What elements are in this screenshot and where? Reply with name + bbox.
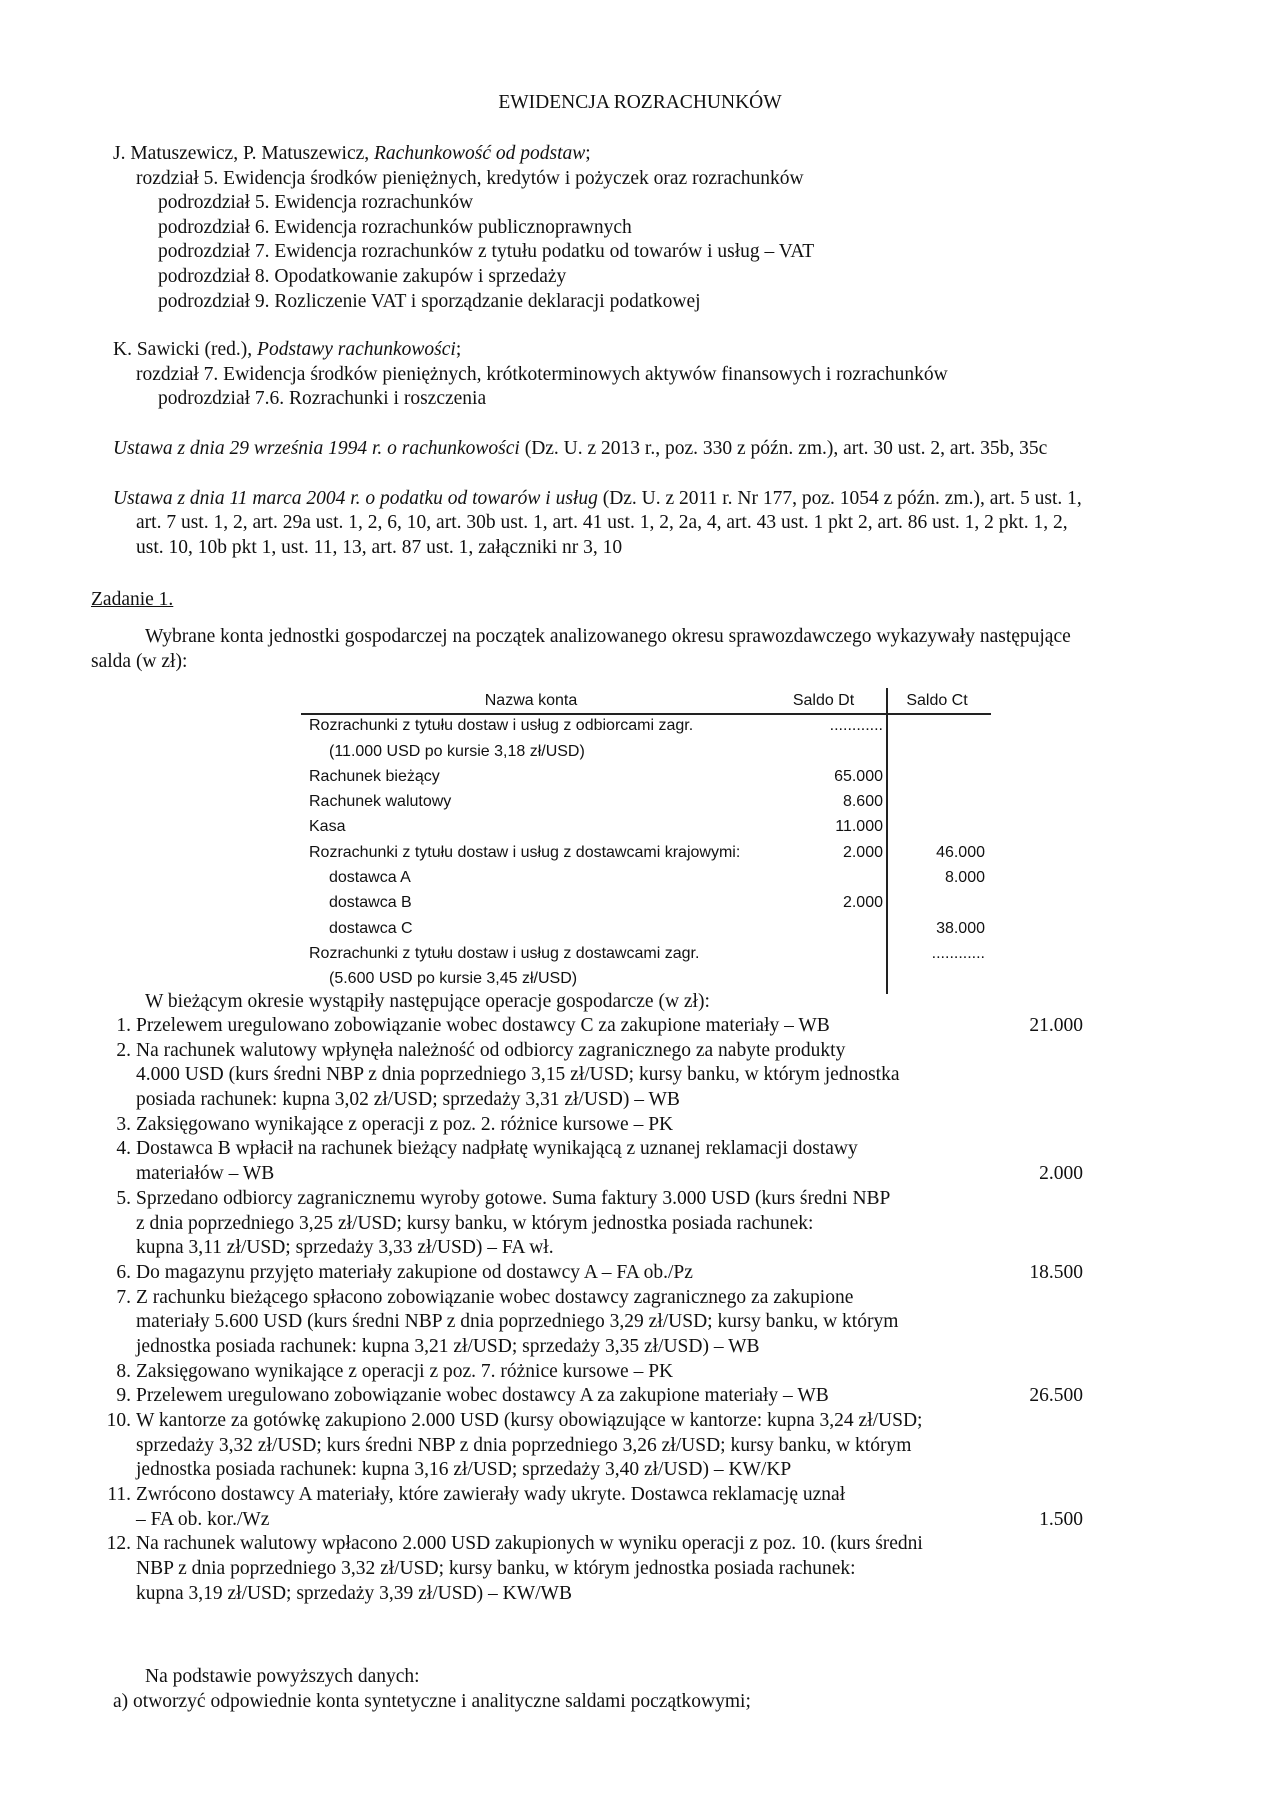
operation-line [100,1384,1200,1409]
operation-number: 5. [116,1187,131,1209]
operation-text: sprzedaży 3,32 zł/USD; kurs średni NBP z dnia poprzedniego 3,26 zł/USD; kursy banku, w którym [136,1434,912,1456]
operation-item [100,1039,1200,1113]
operation-item [100,1360,1200,1385]
operation-line [100,1039,1200,1064]
operation-number: 9. [116,1385,131,1407]
ref1-subchapter: podrozdział 7. Ewidencja rozrachunków z tytułu podatku od towarów i usług – VAT [158,241,815,263]
law2-title: Ustawa z dnia 11 marca 2004 r. o podatku od towarów i usług [113,487,598,509]
header-account-name: Nazwa konta [484,692,578,709]
operation-text: Dostawca B wpłacił na rachunek bieżący nadpłatę wynikającą z uznanej reklamacji dostawy [136,1138,858,1160]
account-name: Rozrachunki z tytułu dostaw i usług z dostawcami krajowymi: [309,843,741,861]
account-name: (5.600 USD po kursie 3,45 zł/USD) [329,970,578,988]
account-name: (11.000 USD po kursie 3,18 zł/USD) [329,742,585,760]
credit-balance: 46.000 [936,843,985,861]
operation-line [100,1187,1200,1212]
ref2-authors: K. Sawicki (red.), [113,339,258,361]
debit-balance: 65.000 [834,767,883,785]
operation-text: kupna 3,19 zł/USD; sprzedaży 3,39 zł/USD) – KW/WB [136,1582,572,1604]
task-intro-line-1: Wybrane konta jednostki gospodarczej na początek analizowanego okresu sprawozdawczego wykazywały następujące [145,626,1071,647]
operation-amount: 18.500 [1029,1261,1083,1283]
account-name: dostawca A [329,869,411,887]
operation-line [100,1310,1200,1335]
table-row [301,865,991,890]
operation-number: 2. [116,1039,131,1061]
ref1-subchapter: podrozdział 6. Ewidencja rozrachunków publicznoprawnych [158,216,632,238]
closing-item: a) otworzyć odpowiednie konta syntetyczne i analityczne saldami początkowymi; [113,1691,751,1712]
debit-balance: 2.000 [842,894,883,912]
ref1-tail: ; [585,143,591,164]
credit-balance: ............ [931,944,985,962]
operation-line [100,1532,1200,1557]
credit-balance: 38.000 [936,919,985,937]
operation-line [100,1434,1200,1459]
operation-line [100,1261,1200,1286]
operation-text: Zaksięgowano wynikające z operacji z poz. 7. różnice kursowe – PK [136,1360,674,1382]
credit-balance: 8.000 [944,869,985,887]
table-row [301,814,991,839]
operation-line [100,1508,1200,1533]
table-header [301,688,991,713]
operation-item [100,1261,1200,1286]
operation-text: Z rachunku bieżącego spłacono zobowiązanie wobec dostawcy zagranicznego za zakupione [136,1286,854,1308]
operation-item [100,1187,1200,1261]
reference-1 [113,142,1213,167]
ref2-chapter: rozdział 7. Ewidencja środków pieniężnych, krótkoterminowych aktywów finansowych i rozrachunków [136,363,948,385]
operation-number: 8. [116,1360,131,1382]
law2-line-3: ust. 10, 10b pkt 1, ust. 11, 13, art. 87 ust. 1, załączniki nr 3, 10 [136,536,623,558]
operation-number: 6. [116,1261,131,1283]
operation-line [100,1137,1200,1162]
account-name: Rozrachunki z tytułu dostaw i usług z dostawcami zagr. [309,944,700,962]
law-1 [113,437,1213,462]
operation-amount: 26.500 [1029,1385,1083,1407]
ref1-subchapter: podrozdział 9. Rozliczenie VAT i sporządzanie deklaracji podatkowej [158,290,701,312]
table-row [301,840,991,865]
operation-text: jednostka posiada rachunek: kupna 3,16 zł/USD; sprzedaży 3,40 zł/USD) – KW/KP [136,1459,792,1481]
operation-item [100,1137,1200,1186]
account-name: dostawca B [329,894,412,912]
ref1-subchapter: podrozdział 8. Opodatkowanie zakupów i sprzedaży [158,265,567,287]
operation-item [100,1532,1200,1606]
operation-text: – FA ob. kor./Wz [136,1508,270,1530]
operation-text: Przelewem uregulowano zobowiązanie wobec dostawcy A za zakupione materiały – WB [136,1385,829,1407]
table-row [301,713,991,738]
operation-number: 12. [106,1533,131,1555]
operation-line [100,1162,1200,1187]
operation-line [100,1335,1200,1360]
account-name: Rozrachunki z tytułu dostaw i usług z odbiorcami zagr. [309,717,694,735]
operation-line [100,1458,1200,1483]
ref1-book: Rachunkowość od podstaw [374,143,586,164]
account-name: Kasa [309,818,346,836]
operation-line [100,1236,1200,1261]
operation-line [100,1063,1200,1088]
account-name: Rachunek walutowy [309,793,452,811]
table-body [301,713,991,991]
operation-number: 4. [116,1138,131,1160]
operation-text: Na rachunek walutowy wpłacono 2.000 USD zakupionych w wyniku operacji z poz. 10. (kurs średni [136,1533,923,1555]
operation-item [100,1014,1200,1039]
law1-details: (Dz. U. z 2013 r., poz. 330 z późn. zm.), art. 30 ust. 2, art. 35b, 35c [519,437,1048,459]
debit-balance: 8.600 [842,793,883,811]
table-row [301,966,991,991]
task-intro-line-2: salda (w zł): [91,651,188,672]
ref2-tail: ; [455,339,462,361]
operation-text: Przelewem uregulowano zobowiązanie wobec dostawcy C za zakupione materiały – WB [136,1015,830,1036]
operation-item [100,1409,1200,1483]
debit-balance: 11.000 [835,818,883,836]
header-debit: Saldo Dt [792,692,855,709]
operation-text: materiałów – WB [136,1163,275,1185]
operation-text: kupna 3,11 zł/USD; sprzedaży 3,33 zł/USD) – FA wł. [136,1237,554,1259]
table-row [301,890,991,915]
operation-item [100,1286,1200,1360]
operation-item [100,1113,1200,1138]
reference-2 [113,338,1213,363]
debit-balance: ............ [829,717,883,735]
operation-text: Na rachunek walutowy wpłynęła należność od odbiorcy zagranicznego za nabyte produkty [136,1039,846,1061]
operation-number: 3. [116,1113,131,1135]
operation-text: materiały 5.600 USD (kurs średni NBP z dnia poprzedniego 3,29 zł/USD; kursy banku, w którym [136,1311,899,1333]
operation-text: W kantorze za gotówkę zakupiono 2.000 USD (kursy obowiązujące w kantorze: kupna 3,24 zł/USD; [136,1410,923,1431]
ref2-book: Podstawy rachunkowości [257,339,456,361]
table-row [301,916,991,941]
table-row [301,764,991,789]
table-row [301,739,991,764]
operation-text: 4.000 USD (kurs średni NBP z dnia poprzedniego 3,15 zł/USD; kursy banku, w którym jednostka [136,1064,900,1086]
header-credit: Saldo Ct [906,692,968,709]
ref2-subchapter: podrozdział 7.6. Rozrachunki i roszczenia [158,388,487,410]
operation-text: Do magazynu przyjęto materiały zakupione od dostawcy A – FA ob./Pz [136,1261,693,1283]
operation-text: Sprzedano odbiorcy zagranicznemu wyroby gotowe. Suma faktury 3.000 USD (kurs średni NBP [136,1187,891,1209]
operation-line [100,1286,1200,1311]
operation-line [100,1113,1200,1138]
ref1-subchapter: podrozdział 5. Ewidencja rozrachunków [158,192,474,214]
operation-amount: 2.000 [1039,1163,1083,1185]
operation-amount: 21.000 [1029,1015,1083,1036]
operation-line [100,1212,1200,1237]
operation-text: Zaksięgowano wynikające z operacji z poz. 2. różnice kursowe – PK [136,1113,674,1135]
operation-text: Zwrócono dostawcy A materiały, które zawierały wady ukryte. Dostawca reklamację uznał [136,1484,846,1506]
ref1-chapter: rozdział 5. Ewidencja środków pieniężnych, kredytów i pożyczek oraz rozrachunków [136,167,804,189]
operation-line [100,1014,1200,1039]
operation-line [100,1557,1200,1582]
operation-number: 1. [116,1015,131,1036]
closing-intro: Na podstawie powyższych danych: [145,1666,420,1687]
table-row [301,789,991,814]
operation-number: 10. [106,1410,131,1431]
law2-line-2: art. 7 ust. 1, 2, art. 29a ust. 1, 2, 6, 10, art. 30b ust. 1, art. 41 ust. 1, 2, 2a, 4, art. 43 ust. 1 pkt 2, art. 86 ust. 1, 2 pkt. 1, 2, [136,512,1068,534]
operation-line [100,1088,1200,1113]
page-title: EWIDENCJA ROZRACHUNKÓW [498,92,782,113]
task-heading: Zadanie 1. [91,589,174,610]
law2-details: (Dz. U. z 2011 r. Nr 177, poz. 1054 z późn. zm.), art. 5 ust. 1, [597,487,1082,509]
operation-line [100,1483,1200,1508]
operations-list [100,1014,1200,1607]
debit-balance: 2.000 [842,843,883,861]
table-row [301,941,991,966]
operation-text: jednostka posiada rachunek: kupna 3,21 zł/USD; sprzedaży 3,35 zł/USD) – WB [136,1335,760,1357]
ref1-authors: J. Matuszewicz, P. Matuszewicz, [113,143,375,164]
operation-number: 11. [107,1484,131,1506]
operation-amount: 1.500 [1039,1508,1083,1530]
account-name: dostawca C [329,919,413,937]
law-2 [113,487,1213,512]
law1-title: Ustawa z dnia 29 września 1994 r. o rachunkowości [113,437,520,459]
operation-text: z dnia poprzedniego 3,25 zł/USD; kursy banku, w którym jednostka posiada rachunek: [136,1212,814,1234]
operation-number: 7. [116,1286,131,1308]
operation-line [100,1360,1200,1385]
operation-line [100,1409,1200,1434]
references [113,142,1213,560]
operation-text: NBP z dnia poprzedniego 3,32 zł/USD; kursy banku, w którym jednostka posiada rachunek: [136,1558,856,1580]
operation-item [100,1483,1200,1532]
operation-item [100,1384,1200,1409]
account-name: Rachunek bieżący [309,767,440,785]
operation-text: posiada rachunek: kupna 3,02 zł/USD; sprzedaży 3,31 zł/USD) – WB [136,1089,680,1111]
balances-table [301,688,991,992]
operations-intro: W bieżącym okresie wystąpiły następujące operacje gospodarcze (w zł): [145,991,710,1012]
operation-line [100,1582,1200,1607]
